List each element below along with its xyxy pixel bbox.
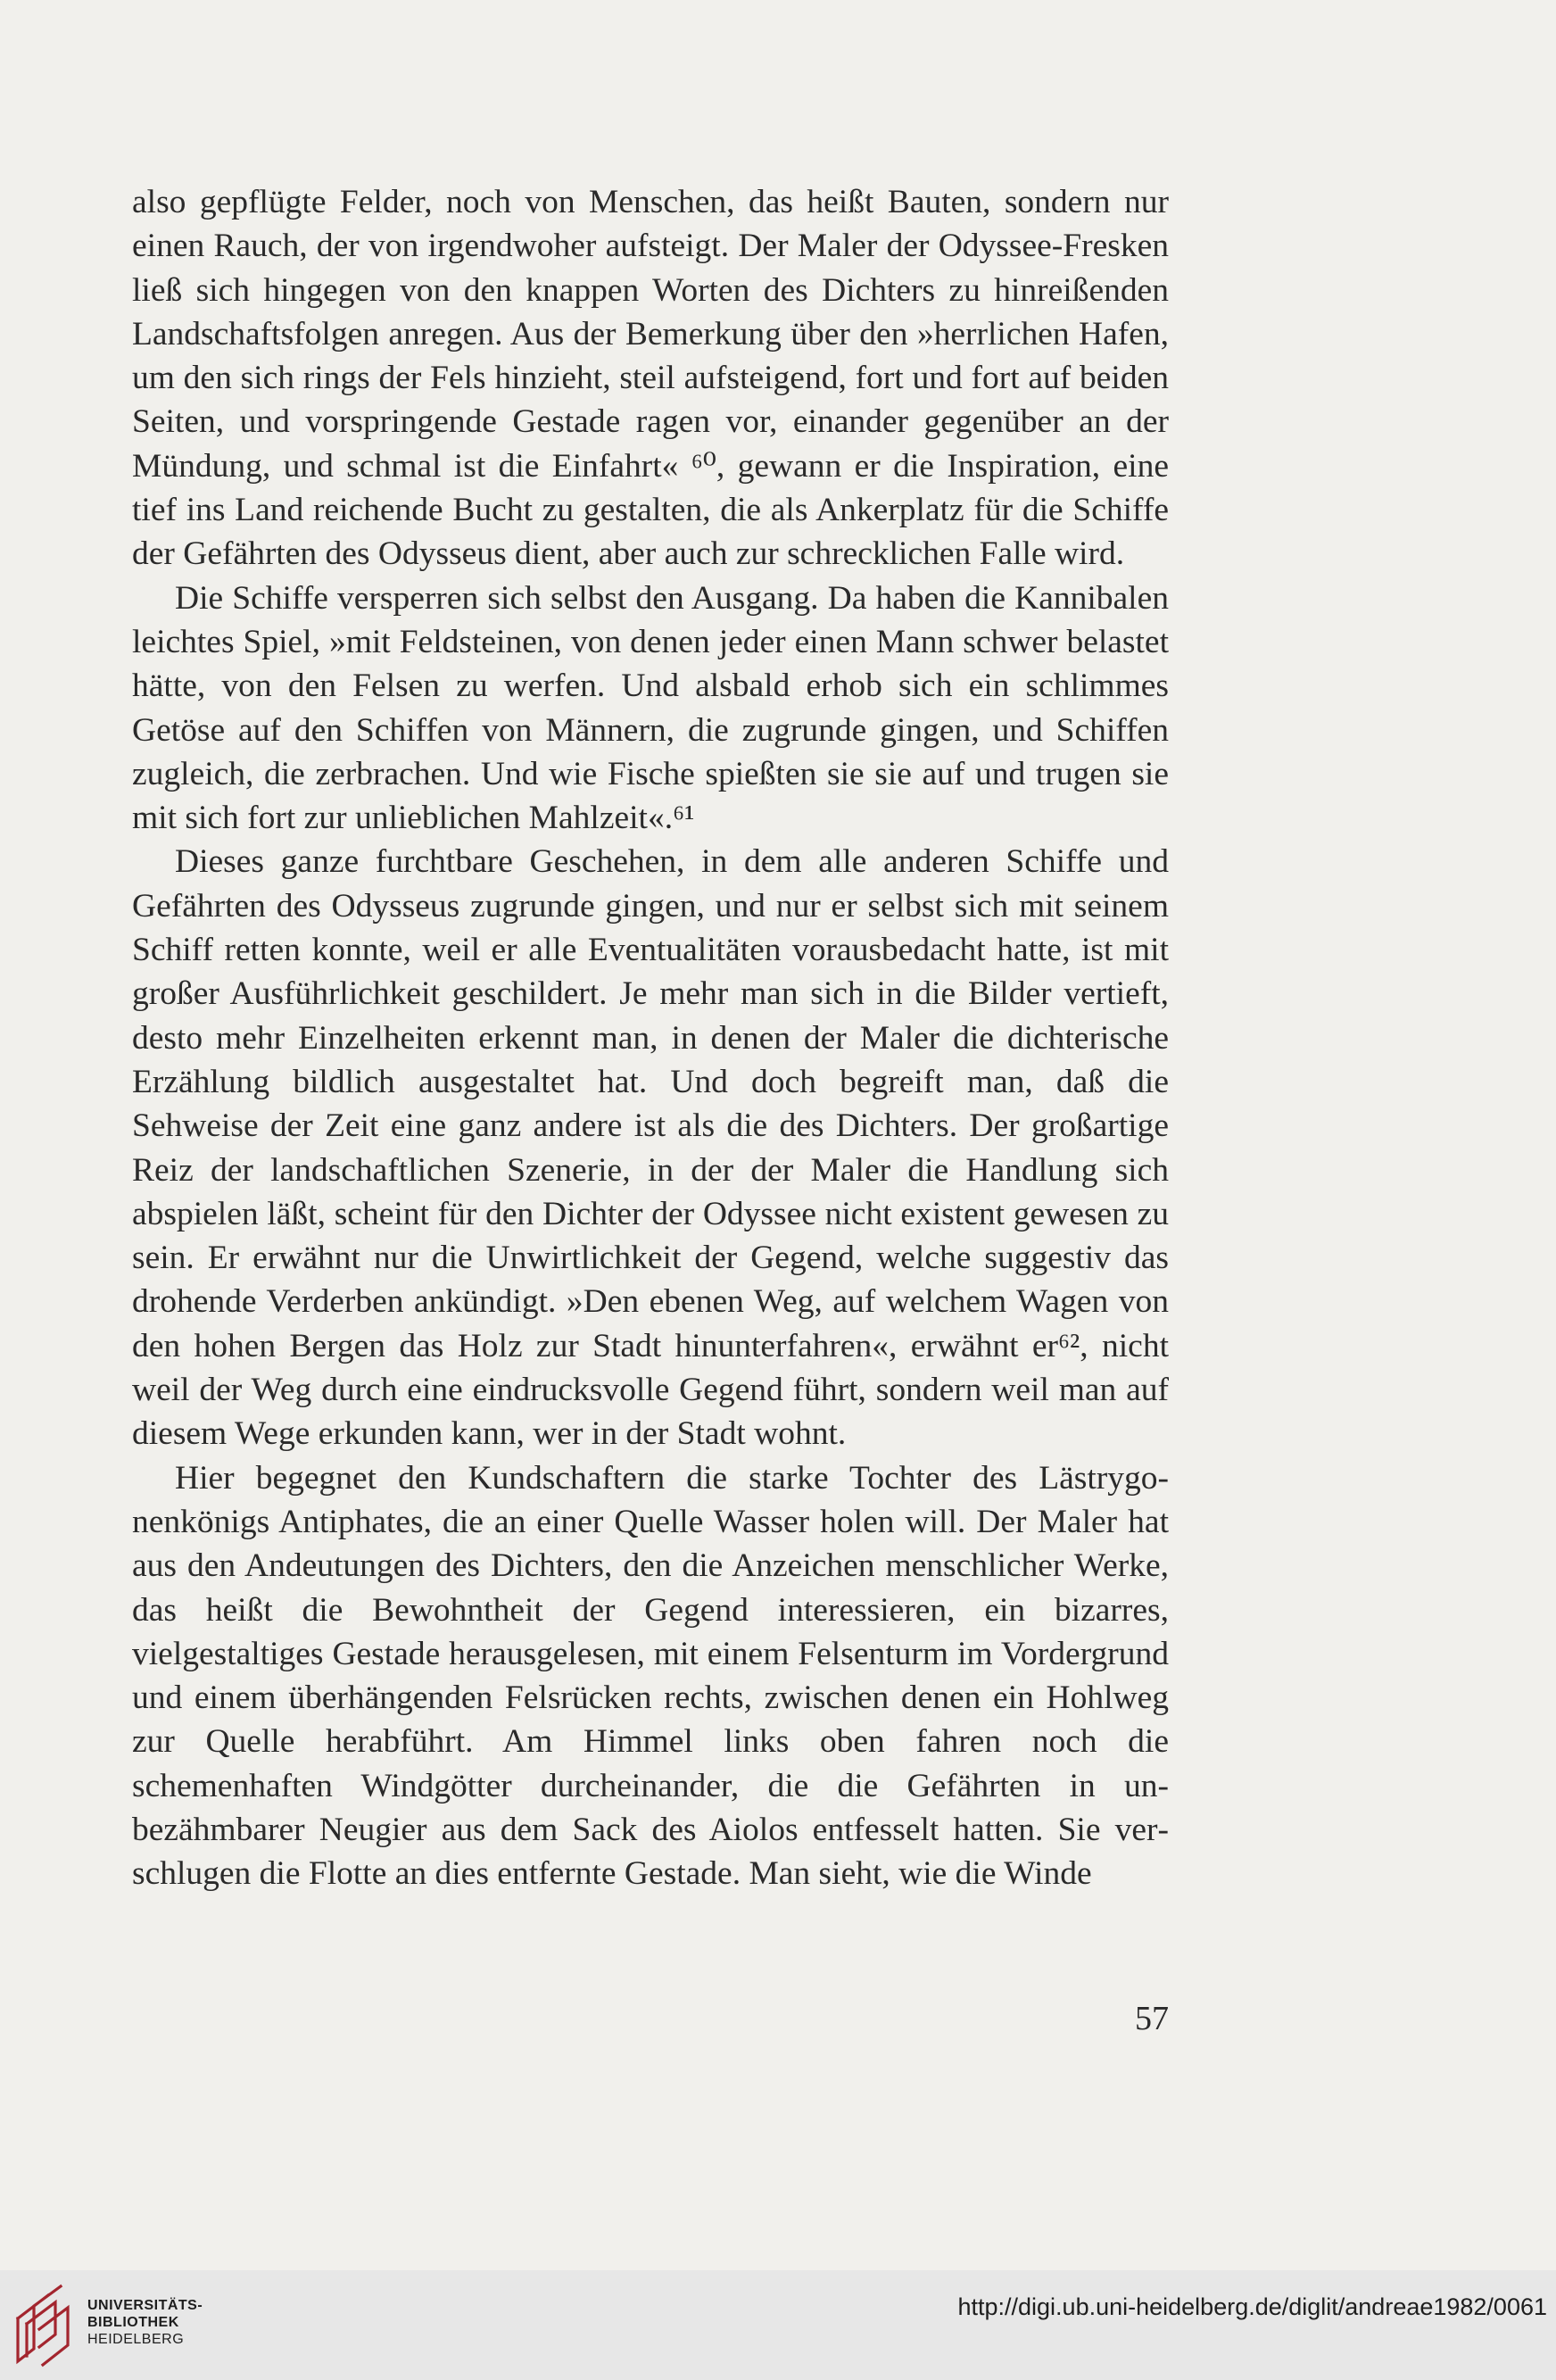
library-name (87, 2297, 203, 2348)
library-name-line-1: UNIVERSITÄTS- (87, 2298, 203, 2313)
paragraph-2: Die Schiffe versperren sich selbst den Ausgang. Da haben die Kannibalen leichtes Spiel, »mit Feldsteinen, von denen jeder einen Mann schwer belastet hätte, von den Felsen zu werfen. Und alsbald erhob sich ein schlimmes Getöse auf den Schiffen von Männern, die zugrunde gingen, und Schiffen zugleich, die zerbrachen. Und wie Fische spießten sie sie auf und trugen sie mit sich fort zur unlieblichen Mahlzeit«.⁶¹ (132, 579, 1169, 837)
paragraph-3: Dieses ganze furchtbare Geschehen, in dem alle anderen Schiffe und Gefährten des Odysseus zugrunde gingen, und nur er selbst sich mit seinem Schiff retten konnte, weil er alle Eventualitäten vorausbedacht hatte, ist mit großer Ausführlichkeit geschildert. Je mehr man sich in die Bilder vertieft, desto mehr Einzelheiten erkennt man, in denen der Maler die dichterische Erzählung bildlich ausgestaltet hat. Und doch begreift man, daß die Sehweise der Zeit eine ganz andere ist als die des Dichters. Der großartige Reiz der landschaftlichen Szenerie, in der der Maler die Handlung sich abspielen läßt, scheint für den Dichter der Odyssee nicht existent gewesen zu sein. Er erwähnt nur die Unwirtlichkeit der Gegend, welche suggestiv das drohende Verderben ankündigt. »Den ebenen Weg, auf welchem Wagen von den hohen Bergen das Holz zur Stadt hinunterfahren«, erwähnt er⁶², nicht weil der Weg durch eine eindrucksvolle Gegend führt, sondern weil man auf diesem Wege erkunden kann, wer in der Stadt wohnt. (132, 843, 1169, 1453)
library-logo-icon (14, 2283, 77, 2368)
source-url-link[interactable]: http://digi.ub.uni-heidelberg.de/diglit/andreae1982/0061 (957, 2293, 1547, 2320)
library-name-line-3: HEIDELBERG (87, 2332, 185, 2347)
paragraph-1: also gepflügte Felder, noch von Menschen, das heißt Bauten, sondern nur einen Rauch, der von irgendwoher aufsteigt. Der Maler der Odyssee-Fresken ließ sich hingegen von den knappen Worten des Dichters zu hinreißenden Landschaftsfolgen anregen. Aus der Bemerkung über den »herrlichen Hafen, um den sich rings der Fels hinzieht, steil aufsteigend, fort und fort auf beiden Seiten, und vorspringende Gestade ragen vor, einander gegenüber an der Mündung, und schmal ist die Einfahrt« ⁶⁰, gewann er die Inspiration, eine tief ins Land reichende Bucht zu gestalten, die als Ankerplatz für die Schiffe der Gefährten des Odysseus dient, aber auch zur schrecklichen Falle wird. (132, 184, 1169, 573)
page-number: 57 (1135, 2000, 1169, 2037)
paragraph-4: Hier begegnet den Kundschaftern die starke Tochter des Lästrygonenkönigs Antiphates, die an einer Quelle Wasser holen will. Der Maler hat aus den Andeutungen des Dichters, den die Anzeichen menschlicher Werke, das heißt die Bewohntheit der Gegend interessieren, ein bizarres, vielgestaltiges Gestade herausgelesen, mit einem Felsenturm im Vordergrund und einem überhängenden Felsrücken rechts, zwischen denen ein Hohlweg zur Quelle herabführt. Am Himmel links oben fahren noch die schemenhaften Windgötter durcheinander, die die Gefährten in unbezähmbarer Neugier aus dem Sack des Aiolos entfesselt hatten. Sie verschlugen die Flotte an dies entfernte Gestade. Man sieht, wie die Winde (132, 1459, 1169, 1893)
body-text (132, 180, 1169, 1896)
footer-bar (0, 2270, 1556, 2380)
library-name-line-2: BIBLIOTHEK (87, 2315, 179, 2330)
